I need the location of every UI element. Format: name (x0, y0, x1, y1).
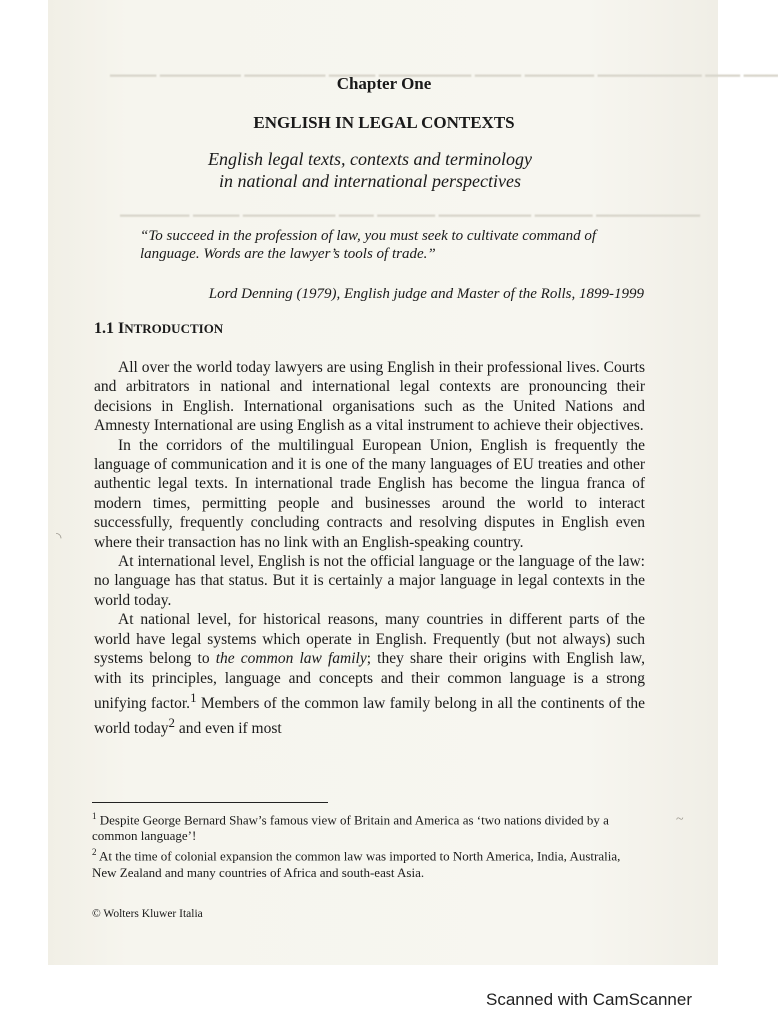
section-title-initial: I (118, 320, 125, 337)
chapter-subtitle (160, 148, 580, 192)
chapter-title: ENGLISH IN LEGAL CONTEXTS (253, 113, 515, 132)
footnote-text: At the time of colonial expansion the common law was imported to North America, India, Australia, New Zealand and many countries of Africa and south-east Asia. (92, 848, 621, 880)
chapter-subtitle-line-2: in national and international perspectives (219, 171, 521, 191)
footnote (92, 844, 644, 880)
margin-mark-icon: ◝ (56, 531, 62, 546)
footnotes (92, 808, 644, 881)
scanner-watermark: Scanned with CamScanner (485, 990, 692, 1009)
footnote-reference: 2 (168, 715, 175, 731)
footnote-mark: 1 (92, 811, 97, 821)
chapter-subtitle-line-1: English legal texts, contexts and terminology (208, 149, 532, 169)
bleed-through-text: ▁▁▁▁ ▁▁▁▁▁▁▁ ▁▁▁▁▁▁▁ ▁▁▁▁ ▁▁▁▁▁▁▁▁ ▁▁▁▁ ▁▁▁▁▁▁ ▁▁▁▁▁▁▁▁▁ ▁▁▁ ▁▁▁ (110, 61, 778, 77)
section-number: 1.1 (94, 320, 114, 337)
footnote-divider (92, 802, 328, 803)
paragraph-text: ; they share their origins with English law, with its principles, language and concepts and their common language is a strong unifying factor. (94, 650, 645, 713)
bleed-through-text: ▁▁▁▁▁▁ ▁▁▁▁ ▁▁▁▁▁▁▁▁ ▁▁▁ ▁▁▁▁▁ ▁▁▁▁▁▁▁▁ ▁▁▁▁▁ ▁▁▁▁▁▁▁▁▁ (120, 201, 700, 217)
paragraph-text: and even if most (174, 720, 282, 738)
copyright-notice: © Wolters Kluwer Italia (92, 908, 203, 920)
footnote (92, 808, 644, 844)
margin-mark-icon: ~ (676, 812, 684, 827)
paragraph-text: Members of the common law family belong in all the continents of the world today (94, 695, 646, 738)
epigraph-attribution: Lord Denning (1979), English judge and Master of the Rolls, 1899-1999 (208, 286, 644, 302)
paragraph-text: At national level, for historical reasons, many countries in different parts of the world have legal systems which operate in English. Frequently (but not always) such systems belong to (94, 611, 645, 668)
paragraph (94, 610, 645, 739)
section-heading (94, 320, 223, 338)
paragraph: All over the world today lawyers are using English in their professional lives. Courts and arbitrators in national and international legal contexts are pronouncing their decisions in English. International organisations such as the United Nations and Amnesty International are using English as a vital instrument to achieve their objectives. (94, 359, 645, 435)
footnote-reference: 1 (190, 689, 197, 705)
paragraph: At international level, English is not the official language or the language of the law: no language has that status. But it is certainly a major language in legal contexts in the world today. (94, 553, 645, 609)
footnote-mark: 2 (92, 847, 97, 858)
italic-term: the common law family (215, 650, 367, 668)
section-title-rest: NTRODUCTION (124, 321, 224, 336)
chapter-number: Chapter One (336, 74, 432, 93)
footnote-text: Despite George Bernard Shaw’s famous view of Britain and America as ‘two nations divided by a common language’! (92, 812, 609, 844)
paragraph: In the corridors of the multilingual European Union, English is frequently the language of communication and it is one of the many languages of EU treaties and other authentic legal texts. In international trade English has become the lingua franca of modern times, permitting people and businesses around the world to interact successfully, frequently concluding contracts and resolving disputes in English even where their transaction has no link with an English-speaking country. (94, 436, 645, 551)
body-text (94, 358, 645, 739)
epigraph-quote: “To succeed in the profession of law, you must seek to cultivate command of language. Words are the lawyer’s tools of trade.” (140, 228, 597, 262)
